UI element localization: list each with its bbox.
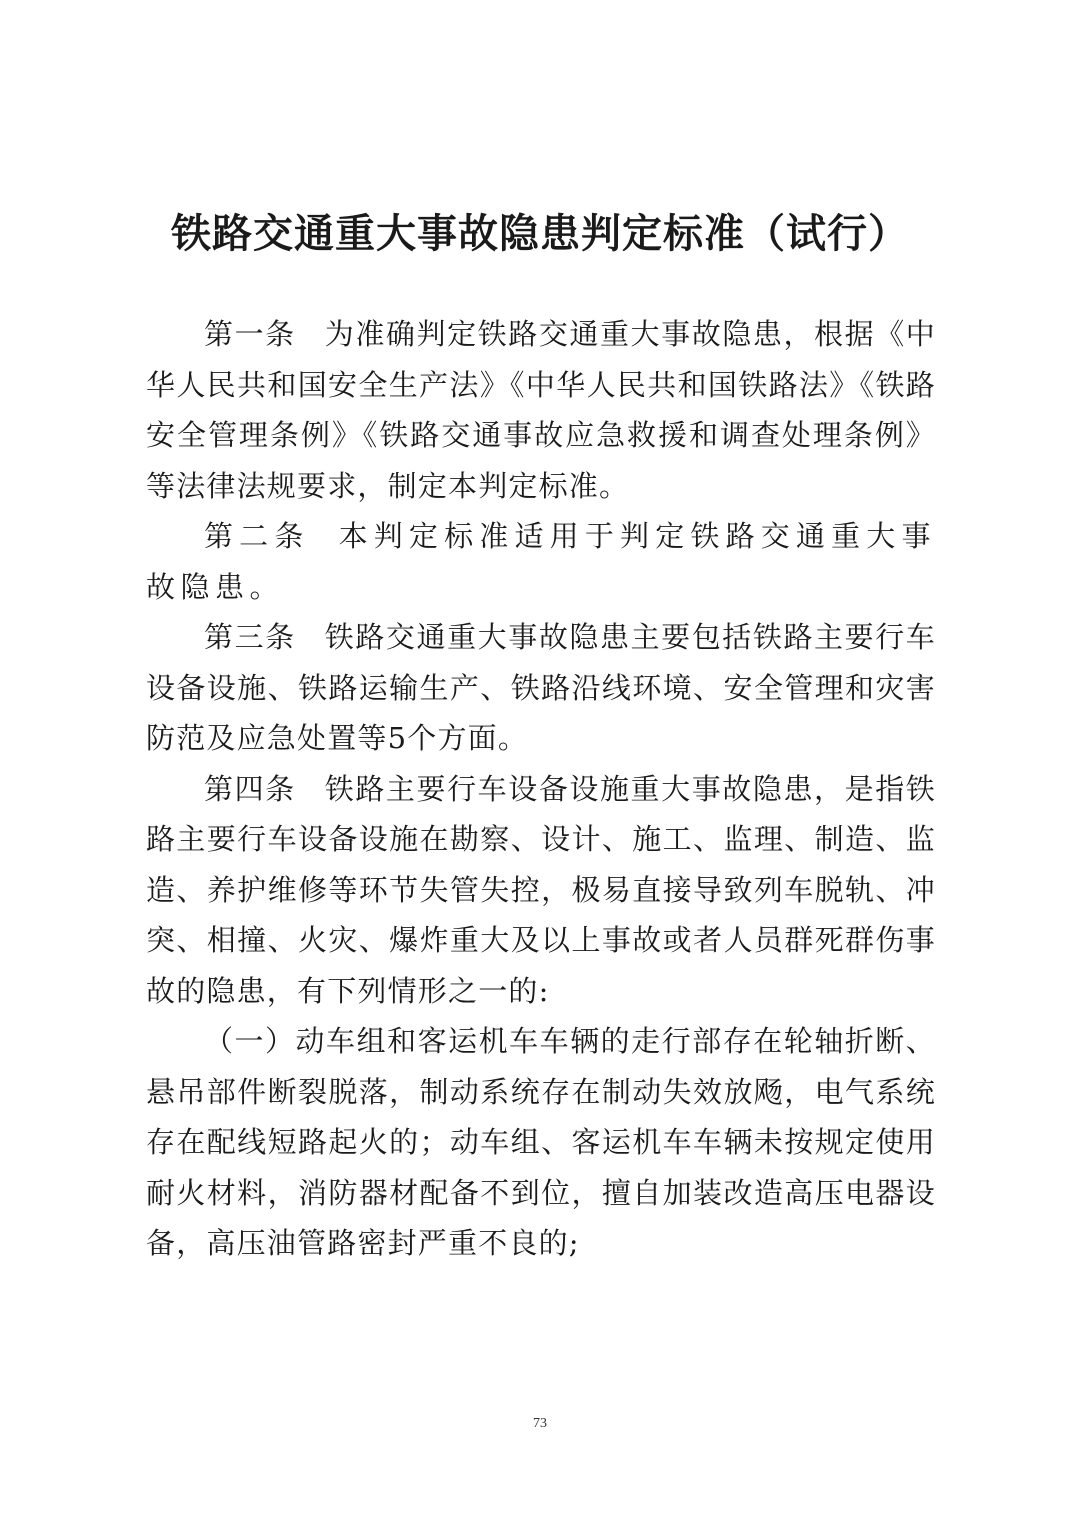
article-2-text: 本判定标准适用于判定铁路交通重大事故隐患。 bbox=[146, 519, 936, 604]
article-4-item-1-text: （一）动车组和客运机车车辆的走行部存在轮轴折断、悬吊部件断裂脱落，制动系统存在制动失效放飏，电气系统存在配线短路起火的；动车组、客运机车车辆未按规定使用耐火材料，消防器材配备不到位，擅自加装改造高压电器设备，高压油管路密封严重不良的; bbox=[146, 1024, 936, 1260]
article-4-text: 铁路主要行车设备设施重大事故隐患，是指铁路主要行车设备设施在勘察、设计、施工、监理、制造、监造、养护维修等环节失管失控，极易直接导致列车脱轨、冲突、相撞、火灾、爆炸重大及以上事故或者人员群死群伤事故的隐患，有下列情形之一的: bbox=[146, 771, 936, 1008]
article-1-paragraph bbox=[146, 309, 936, 511]
article-4-number: 第四条 bbox=[204, 771, 296, 806]
article-4-item-1-paragraph bbox=[146, 1016, 936, 1269]
page-title: 铁路交通重大事故隐患判定标准（试行） bbox=[171, 211, 909, 257]
article-3-number: 第三条 bbox=[204, 620, 296, 654]
article-3-text: 铁路交通重大事故隐患主要包括铁路主要行车设备设施、铁路运输生产、铁路沿线环境、安全管理和灾害防范及应急处置等5个方面。 bbox=[146, 620, 936, 755]
article-1-number: 第一条 bbox=[204, 317, 296, 351]
article-3-paragraph bbox=[146, 612, 936, 764]
article-4-paragraph bbox=[146, 764, 936, 1017]
article-2-number: 第二条 bbox=[204, 519, 310, 553]
document-body bbox=[146, 309, 936, 1269]
article-1-text: 为准确判定铁路交通重大事故隐患，根据《中华人民共和国安全生产法》《中华人民共和国铁路法》《铁路安全管理条例》《铁路交通事故应急救援和调查处理条例》等法律法规要求，制定本判定标准。 bbox=[146, 317, 936, 503]
article-2-paragraph bbox=[146, 511, 936, 612]
page-number: 73 bbox=[533, 1416, 547, 1431]
